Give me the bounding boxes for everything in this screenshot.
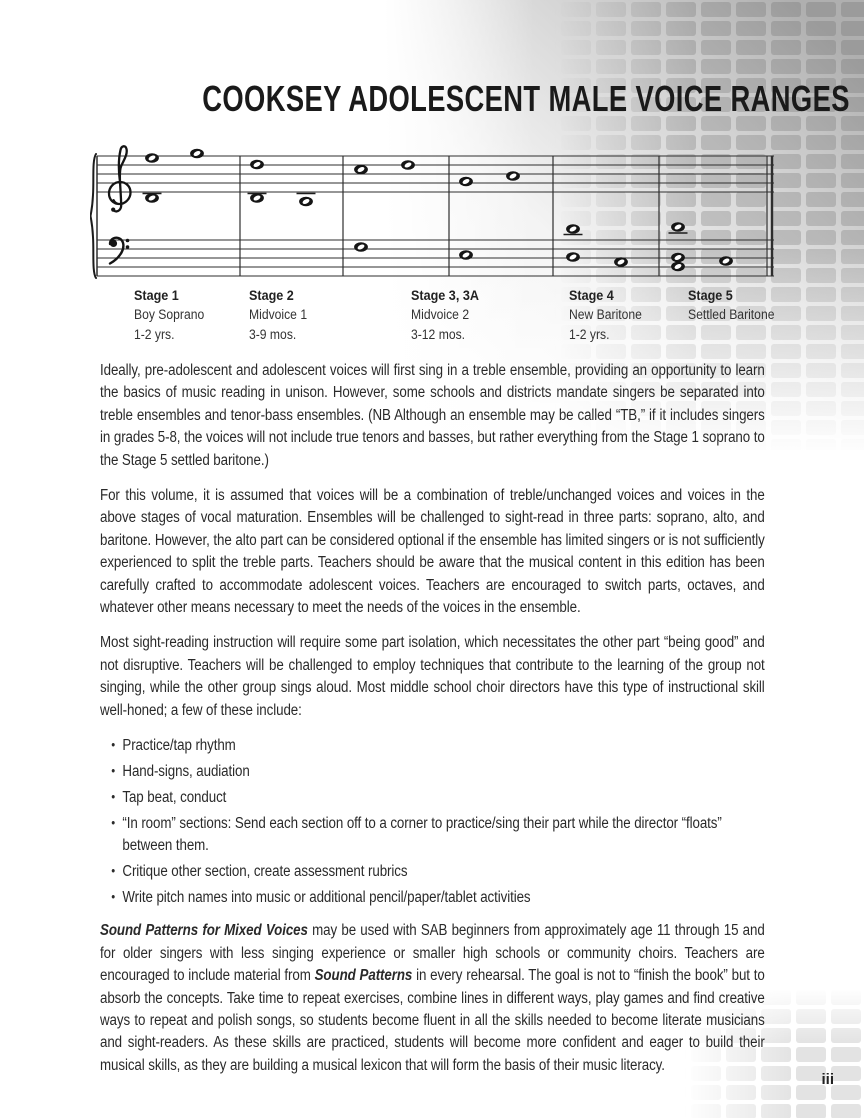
whole-note xyxy=(401,160,415,169)
stage-voice-type: Midvoice 2 xyxy=(411,307,470,322)
stage-name: Stage 5 xyxy=(688,287,733,303)
stage-label xyxy=(569,285,642,345)
bullet-icon: • xyxy=(111,737,116,753)
bullet-item xyxy=(110,761,775,783)
paragraph-part-isolation: Most sight-reading instruction will require some part isolation, which necessitates the other part “being good” and not disruptive. Teachers will be challenged to employ techniques that contribute to the learning of the group not singing, while the other group sings aloud. Most middle school choir directors have this type of instructional skill well-honed; a few of these include: xyxy=(100,634,765,719)
text-segment: may be used with SAB beginners from approximately age 11 through 15 and for older singers with less singing experience or smaller high schools or community choirs. Teachers are encouraged to include material from xyxy=(100,922,765,985)
bullet-text: Critique other section, create assessment rubrics xyxy=(122,863,408,881)
whole-note xyxy=(566,252,580,261)
paragraph-volume-assumptions: For this volume, it is assumed that voices will be a combination of treble/unchanged voices and voices in the above stages of vocal maturation. Ensembles will be challenged to sight-read in three parts: soprano, alto, and baritone. However, the alto part can be considered optional if the ensemble has limited singers or is not sufficiently experienced to split the treble parts. Teachers should be aware that the musical content in this edition has been carefully crafted to accommodate adolescent voices. Teachers are encouraged to switch parts, octaves, and whatever other means necessary to meet the needs of the voices in the ensemble. xyxy=(100,487,765,617)
whole-note xyxy=(671,253,685,262)
page-title: COOKSEY ADOLESCENT MALE VOICE RANGES xyxy=(202,78,850,119)
stage-name: Stage 4 xyxy=(569,287,614,303)
bullet-icon: • xyxy=(111,889,116,905)
paragraph-sound-patterns xyxy=(100,920,765,1077)
stage-voice-type: Boy Soprano xyxy=(134,307,205,322)
bullet-icon: • xyxy=(111,763,116,778)
whole-note xyxy=(566,224,580,233)
whole-note xyxy=(250,193,264,202)
whole-note xyxy=(299,197,313,206)
bullet-icon: • xyxy=(111,814,116,830)
stage-voice-type: Midvoice 1 xyxy=(249,307,308,322)
paragraph-treble-ensemble: Ideally, pre-adolescent and adolescent voices will first sing in a treble ensemble, providing an opportunity to learn the basics of music reading in unison. However, some schools and districts mandate singers be separated into treble ensembles and tenor-bass ensembles. (NB Although an ensemble may be called “TB,” if it includes singers in grades 5-8, the voices will not include true tenors and basses, but rather everything from the Stage 1 soprano to the Stage 5 settled baritone.) xyxy=(100,362,765,469)
stage-labels-row xyxy=(100,285,775,355)
whole-note xyxy=(354,242,368,251)
whole-note xyxy=(190,149,204,158)
whole-note xyxy=(145,193,159,202)
whole-note xyxy=(459,177,473,186)
whole-note xyxy=(719,256,733,265)
bullet-text: “In room” sections: Send each section off to a corner to practice/sing their part while the director “floats” between them. xyxy=(122,814,722,855)
stage-name: Stage 2 xyxy=(249,287,294,303)
whole-note xyxy=(354,165,368,174)
whole-note xyxy=(506,171,520,180)
stage-voice-type: Settled Baritone xyxy=(688,307,775,322)
techniques-bullet-list xyxy=(100,735,775,909)
bullet-text: Practice/tap rhythm xyxy=(122,737,236,755)
brace-icon xyxy=(91,154,97,278)
page-number: iii xyxy=(821,1071,834,1088)
bullet-text: Write pitch names into music or additional pencil/paper/tablet activities xyxy=(122,889,531,907)
whole-note xyxy=(250,160,264,169)
bullet-text: Tap beat, conduct xyxy=(122,788,227,806)
stage-label xyxy=(249,285,307,345)
text-segment: Sound Patterns xyxy=(314,967,413,985)
text-segment: in every rehearsal. The goal is not to “finish the book” but to absorb the concepts. Take time to repeat exercises, combine lines in different ways, play games and find creative ways to repeat and polish songs, so students become fluent in all the skills needed to become literate musicians and sight-readers. As these skills are practiced, students will become more confident and eager to build their musical skills, as they are building a musical lexicon that will form the basis of their music literacy. xyxy=(100,967,765,1074)
bullet-icon: • xyxy=(111,788,116,804)
whole-note xyxy=(614,257,628,266)
text-segment: Sound Patterns for Mixed Voices xyxy=(100,922,308,940)
stage-voice-type: New Baritone xyxy=(569,307,642,322)
stage-label xyxy=(688,285,774,325)
stage-duration: 1-2 yrs. xyxy=(134,327,175,342)
whole-note xyxy=(671,262,685,271)
bullet-item xyxy=(110,887,775,909)
stage-duration: 3-9 mos. xyxy=(249,327,297,342)
bullet-item xyxy=(110,813,775,858)
whole-note xyxy=(459,250,473,259)
stage-label xyxy=(411,285,479,345)
stage-duration: 3-12 mos. xyxy=(411,327,466,342)
grand-staff-notation xyxy=(90,140,782,288)
bullet-item xyxy=(110,787,775,809)
bullet-text: Hand-signs, audiation xyxy=(122,763,250,780)
stage-label xyxy=(134,285,204,345)
whole-note xyxy=(671,222,685,231)
stage-name: Stage 3, 3A xyxy=(411,287,479,303)
bullet-icon: • xyxy=(111,863,116,879)
bullet-item xyxy=(110,861,775,883)
whole-note xyxy=(145,153,159,162)
stage-name: Stage 1 xyxy=(134,287,179,303)
bullet-item xyxy=(110,735,775,757)
stage-duration: 1-2 yrs. xyxy=(569,327,610,342)
bass-clef-icon xyxy=(110,238,129,264)
